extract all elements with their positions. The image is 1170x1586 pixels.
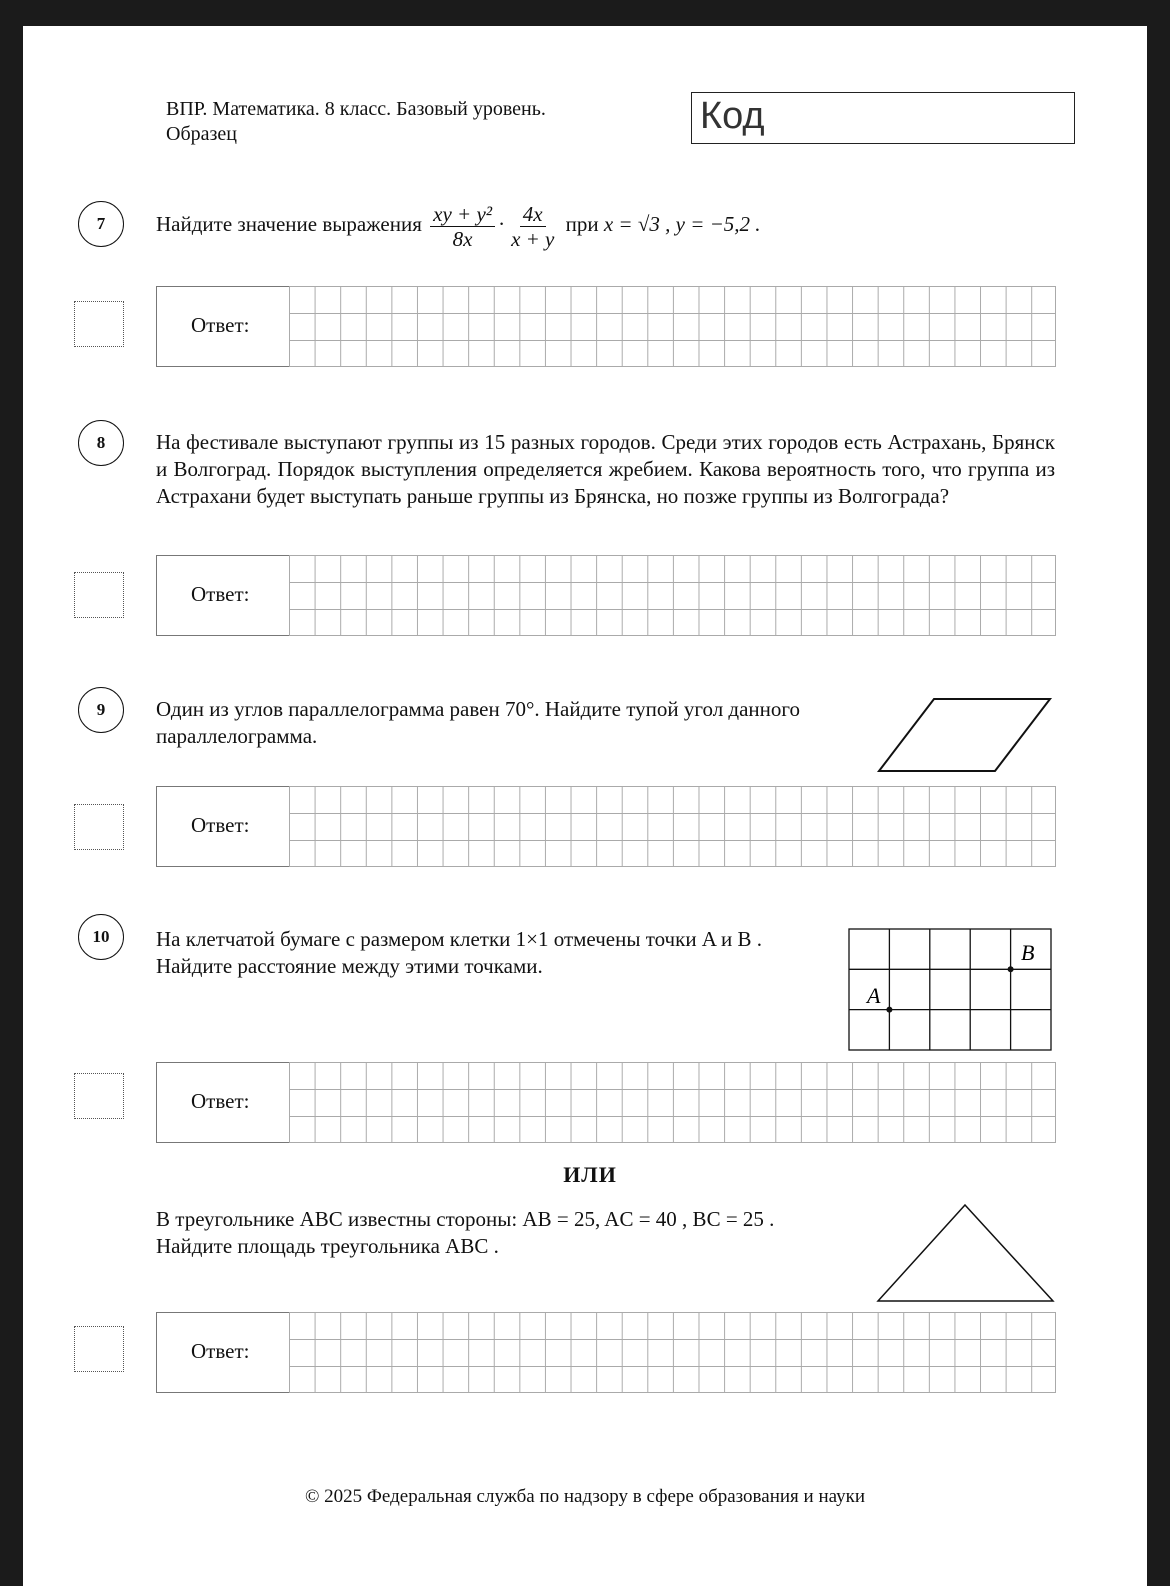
task-7-condition: x = √3 , y = −5,2 . [603, 212, 761, 236]
answer-box-10b[interactable] [156, 1312, 1056, 1393]
header-title: ВПР. Математика. 8 класс. Базовый уровень. [166, 98, 546, 120]
fraction-2-numerator: 4x [520, 202, 546, 227]
triangle-shape [878, 1205, 1053, 1301]
answer-grid[interactable] [289, 286, 1056, 367]
triangle-figure [875, 1200, 1057, 1304]
task-10b-line1: В треугольнике ABC известны стороны: AB = 25, AC = 40 , BC = 25 . [156, 1207, 775, 1231]
fraction-2 [508, 202, 557, 251]
answer-label: Ответ: [191, 582, 250, 606]
task-10-line1: На клетчатой бумаге с размером клетки 1×1 отмечены точки A и B . [156, 927, 763, 951]
task-9-number: 9 [78, 687, 124, 733]
answer-grid[interactable] [289, 786, 1056, 867]
header-subtitle: Образец [166, 123, 237, 145]
score-box-7[interactable] [74, 301, 124, 347]
task-7-text-after: при [565, 212, 599, 236]
answer-grid[interactable] [289, 1062, 1056, 1143]
score-box-10b[interactable] [74, 1326, 124, 1372]
exam-page [23, 26, 1147, 1586]
task-10b-text [156, 1206, 876, 1260]
task-7-text [156, 194, 761, 254]
answer-label: Ответ: [191, 313, 250, 337]
answer-grid[interactable] [289, 1312, 1056, 1393]
task-10b-line2: Найдите площадь треугольника ABC . [156, 1234, 499, 1258]
score-box-9[interactable] [74, 804, 124, 850]
score-box-10[interactable] [74, 1073, 124, 1119]
answer-box-9[interactable] [156, 786, 1056, 867]
task-7-text-before: Найдите значение выражения [156, 212, 422, 236]
task-10-number: 10 [78, 914, 124, 960]
grid-figure [847, 927, 1053, 1052]
answer-box-10[interactable] [156, 1062, 1056, 1143]
task-10-line2: Найдите расстояние между этими точками. [156, 954, 543, 978]
answer-box-8[interactable] [156, 555, 1056, 636]
point-a-label: A [867, 983, 881, 1008]
score-box-8[interactable] [74, 572, 124, 618]
fraction-2-denominator: x + y [511, 226, 555, 251]
fraction-1-denominator: 8x [452, 226, 473, 251]
or-separator: ИЛИ [563, 1162, 617, 1187]
fraction-1-numerator: xy + y² [430, 202, 495, 227]
answer-label: Ответ: [191, 813, 250, 837]
answer-label: Ответ: [191, 1089, 250, 1113]
fraction-1 [430, 202, 495, 251]
answer-label: Ответ: [191, 1339, 250, 1363]
code-label: Код [700, 95, 765, 137]
multiply-dot: · [498, 212, 506, 236]
task-8-number: 8 [78, 420, 124, 466]
task-7-number: 7 [78, 201, 124, 247]
answer-grid[interactable] [289, 555, 1056, 636]
parallelogram-figure [873, 694, 1055, 776]
task-9-text: Один из углов параллелограмма равен 70°. Найдите тупой угол данного параллелограмма. [156, 697, 800, 748]
point-b-label: B [1021, 940, 1035, 965]
answer-box-7[interactable] [156, 286, 1056, 367]
task-10-text [156, 926, 846, 980]
task-8-text: На фестивале выступают группы из 15 разных городов. Среди этих городов есть Астрахань, Брянск и Волгоград. Порядок выступления определяется жребием. Какова вероятность того, что группа из Астрахани будет выступать раньше группы из Брянска, но позже группы из Волгограда? [156, 430, 1055, 508]
point-a-dot [886, 1007, 892, 1013]
parallelogram-shape [879, 699, 1050, 771]
code-box[interactable] [691, 92, 1075, 144]
copyright-footer: © 2025 Федеральная служба по надзору в сфере образования и науки [304, 1486, 865, 1507]
point-b-dot [1008, 966, 1014, 972]
